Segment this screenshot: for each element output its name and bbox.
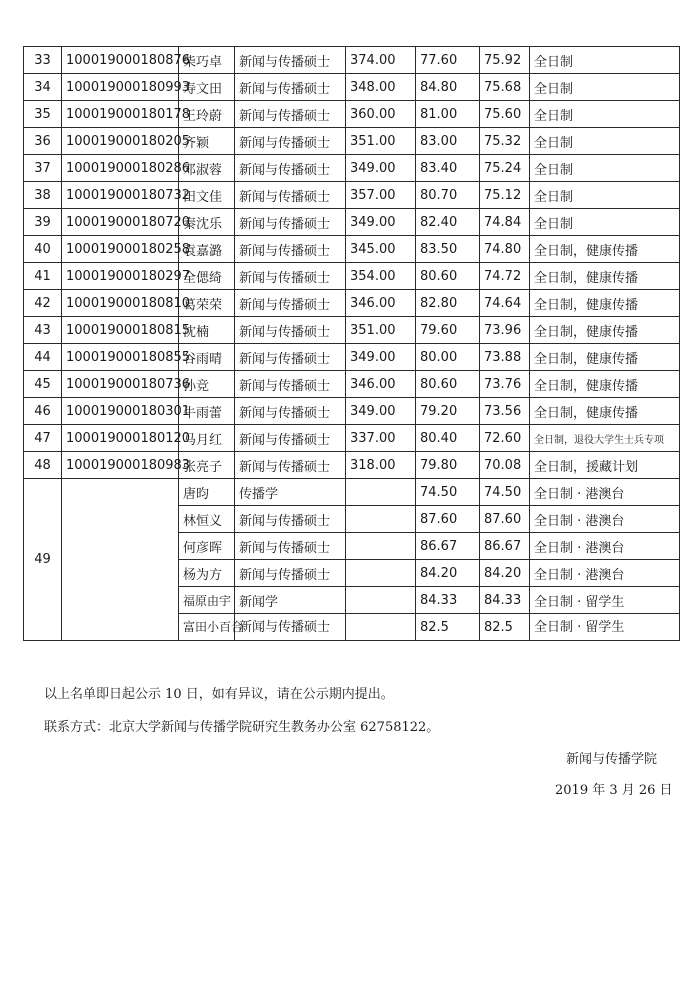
table-row <box>24 452 680 479</box>
candidate-name: 邓淑蓉 <box>179 155 235 182</box>
table-row <box>24 101 680 128</box>
candidate-name: 马月红 <box>179 425 235 452</box>
remark: 全日制 · 港澳台 <box>530 533 680 560</box>
row-index: 34 <box>24 74 62 101</box>
admission-list-table <box>23 46 680 641</box>
candidate-name: 寿文田 <box>179 74 235 101</box>
exam-id: 100019000180205 <box>62 128 179 155</box>
interview-score: 79.80 <box>416 452 480 479</box>
row-index: 45 <box>24 371 62 398</box>
remark: 全日制 <box>530 128 680 155</box>
table-row <box>24 128 680 155</box>
prelim-score: 337.00 <box>346 425 416 452</box>
interview-score: 80.60 <box>416 371 480 398</box>
remark: 全日制 · 港澳台 <box>530 560 680 587</box>
candidate-name: 福原由宇 <box>179 587 235 614</box>
prelim-score: 349.00 <box>346 398 416 425</box>
interview-score: 80.70 <box>416 182 480 209</box>
major: 新闻与传播硕士 <box>235 506 346 533</box>
interview-score: 79.20 <box>416 398 480 425</box>
exam-id: 100019000180286 <box>62 155 179 182</box>
table-row <box>24 425 680 452</box>
table-row <box>24 182 680 209</box>
major: 新闻与传播硕士 <box>235 209 346 236</box>
prelim-score: 360.00 <box>346 101 416 128</box>
major: 新闻与传播硕士 <box>235 317 346 344</box>
remark: 全日制 <box>530 74 680 101</box>
major: 新闻与传播硕士 <box>235 290 346 317</box>
table-row <box>24 263 680 290</box>
prelim-score: 374.00 <box>346 47 416 74</box>
remark: 全日制 <box>530 182 680 209</box>
interview-score: 80.00 <box>416 344 480 371</box>
candidate-name: 谷雨晴 <box>179 344 235 371</box>
exam-id: 100019000180720 <box>62 209 179 236</box>
exam-id: 100019000180810 <box>62 290 179 317</box>
major: 新闻与传播硕士 <box>235 155 346 182</box>
exam-id: 100019000180297 <box>62 263 179 290</box>
exam-id <box>62 479 179 641</box>
total-score: 84.33 <box>480 587 530 614</box>
remark: 全日制，健康传播 <box>530 290 680 317</box>
row-index: 43 <box>24 317 62 344</box>
remark: 全日制 <box>530 155 680 182</box>
remark: 全日制 <box>530 47 680 74</box>
total-score: 73.56 <box>480 398 530 425</box>
row-index: 42 <box>24 290 62 317</box>
major: 新闻学 <box>235 587 346 614</box>
interview-score: 82.80 <box>416 290 480 317</box>
candidate-name: 何彦晖 <box>179 533 235 560</box>
major: 新闻与传播硕士 <box>235 533 346 560</box>
interview-score: 80.60 <box>416 263 480 290</box>
prelim-score <box>346 587 416 614</box>
major: 新闻与传播硕士 <box>235 128 346 155</box>
interview-score: 80.40 <box>416 425 480 452</box>
major: 新闻与传播硕士 <box>235 560 346 587</box>
interview-score: 83.40 <box>416 155 480 182</box>
candidate-name: 牛雨蕾 <box>179 398 235 425</box>
table-row <box>24 344 680 371</box>
table-row <box>24 479 680 506</box>
candidate-name: 田文佳 <box>179 182 235 209</box>
major: 新闻与传播硕士 <box>235 74 346 101</box>
issuer-name: 新闻与传播学院 <box>566 752 658 767</box>
prelim-score <box>346 479 416 506</box>
exam-id: 100019000180815 <box>62 317 179 344</box>
row-index: 36 <box>24 128 62 155</box>
table-row <box>24 74 680 101</box>
interview-score: 82.40 <box>416 209 480 236</box>
interview-score: 81.00 <box>416 101 480 128</box>
exam-id: 100019000180120 <box>62 425 179 452</box>
major: 新闻与传播硕士 <box>235 452 346 479</box>
prelim-score: 346.00 <box>346 290 416 317</box>
candidate-name: 袁嘉潞 <box>179 236 235 263</box>
total-score: 75.12 <box>480 182 530 209</box>
candidate-name: 沈楠 <box>179 317 235 344</box>
major: 新闻与传播硕士 <box>235 263 346 290</box>
contact-text: 联系方式：北京大学新闻与传播学院研究生教务办公室 62758122。 <box>44 720 440 735</box>
prelim-score: 349.00 <box>346 209 416 236</box>
total-score: 75.92 <box>480 47 530 74</box>
total-score: 75.60 <box>480 101 530 128</box>
exam-id: 100019000180178 <box>62 101 179 128</box>
prelim-score <box>346 506 416 533</box>
remark: 全日制 <box>530 101 680 128</box>
row-index: 41 <box>24 263 62 290</box>
remark: 全日制，健康传播 <box>530 371 680 398</box>
remark: 全日制 · 港澳台 <box>530 479 680 506</box>
interview-score: 84.20 <box>416 560 480 587</box>
table-row <box>24 398 680 425</box>
remark: 全日制，退役大学生士兵专项 <box>530 425 680 452</box>
row-index: 33 <box>24 47 62 74</box>
row-index: 46 <box>24 398 62 425</box>
row-index: 47 <box>24 425 62 452</box>
remark: 全日制，健康传播 <box>530 344 680 371</box>
major: 新闻与传播硕士 <box>235 182 346 209</box>
interview-score: 74.50 <box>416 479 480 506</box>
remark: 全日制，健康传播 <box>530 263 680 290</box>
major: 新闻与传播硕士 <box>235 236 346 263</box>
total-score: 75.68 <box>480 74 530 101</box>
total-score: 75.24 <box>480 155 530 182</box>
total-score: 73.76 <box>480 371 530 398</box>
interview-score: 82.5 <box>416 614 480 641</box>
remark: 全日制，健康传播 <box>530 398 680 425</box>
interview-score: 83.50 <box>416 236 480 263</box>
interview-score: 77.60 <box>416 47 480 74</box>
row-index: 44 <box>24 344 62 371</box>
total-score: 74.84 <box>480 209 530 236</box>
prelim-score <box>346 614 416 641</box>
prelim-score: 357.00 <box>346 182 416 209</box>
exam-id: 100019000180258 <box>62 236 179 263</box>
issue-date: 2019 年 3 月 26 日 <box>555 783 673 798</box>
remark: 全日制 · 港澳台 <box>530 506 680 533</box>
prelim-score: 349.00 <box>346 155 416 182</box>
exam-id: 100019000180855 <box>62 344 179 371</box>
interview-score: 86.67 <box>416 533 480 560</box>
major: 新闻与传播硕士 <box>235 101 346 128</box>
prelim-score: 348.00 <box>346 74 416 101</box>
total-score: 74.50 <box>480 479 530 506</box>
table-row <box>24 317 680 344</box>
total-score: 74.80 <box>480 236 530 263</box>
row-index: 37 <box>24 155 62 182</box>
major: 新闻与传播硕士 <box>235 398 346 425</box>
major: 新闻与传播硕士 <box>235 47 346 74</box>
prelim-score: 354.00 <box>346 263 416 290</box>
major: 新闻与传播硕士 <box>235 344 346 371</box>
table-row <box>24 236 680 263</box>
prelim-score: 345.00 <box>346 236 416 263</box>
candidate-name: 全偲绮 <box>179 263 235 290</box>
row-index: 35 <box>24 101 62 128</box>
interview-score: 79.60 <box>416 317 480 344</box>
table-row <box>24 155 680 182</box>
remark: 全日制 · 留学生 <box>530 587 680 614</box>
prelim-score: 351.00 <box>346 128 416 155</box>
candidate-name: 秦沈乐 <box>179 209 235 236</box>
row-index: 48 <box>24 452 62 479</box>
table-row <box>24 209 680 236</box>
total-score: 86.67 <box>480 533 530 560</box>
remark: 全日制 · 留学生 <box>530 614 680 641</box>
exam-id: 100019000180301 <box>62 398 179 425</box>
row-index: 49 <box>24 479 62 641</box>
major: 新闻与传播硕士 <box>235 425 346 452</box>
row-index: 39 <box>24 209 62 236</box>
prelim-score: 351.00 <box>346 317 416 344</box>
major: 传播学 <box>235 479 346 506</box>
exam-id: 100019000180983 <box>62 452 179 479</box>
remark: 全日制 <box>530 209 680 236</box>
candidate-name: 柴巧卓 <box>179 47 235 74</box>
major: 新闻与传播硕士 <box>235 371 346 398</box>
interview-score: 84.33 <box>416 587 480 614</box>
prelim-score: 318.00 <box>346 452 416 479</box>
exam-id: 100019000180736 <box>62 371 179 398</box>
remark: 全日制，健康传播 <box>530 317 680 344</box>
interview-score: 84.80 <box>416 74 480 101</box>
row-index: 38 <box>24 182 62 209</box>
prelim-score <box>346 533 416 560</box>
candidate-name: 葛荣荣 <box>179 290 235 317</box>
total-score: 72.60 <box>480 425 530 452</box>
candidate-name: 杨为方 <box>179 560 235 587</box>
prelim-score: 346.00 <box>346 371 416 398</box>
total-score: 87.60 <box>480 506 530 533</box>
total-score: 74.72 <box>480 263 530 290</box>
candidate-name: 富田小百合 <box>179 614 235 641</box>
total-score: 82.5 <box>480 614 530 641</box>
table-row <box>24 371 680 398</box>
notice-text: 以上名单即日起公示 10 日，如有异议，请在公示期内提出。 <box>44 687 394 702</box>
total-score: 73.88 <box>480 344 530 371</box>
total-score: 75.32 <box>480 128 530 155</box>
total-score: 73.96 <box>480 317 530 344</box>
candidate-name: 齐颖 <box>179 128 235 155</box>
table-body <box>24 47 680 641</box>
table-row <box>24 47 680 74</box>
candidate-name: 唐昀 <box>179 479 235 506</box>
total-score: 84.20 <box>480 560 530 587</box>
exam-id: 100019000180876 <box>62 47 179 74</box>
exam-id: 100019000180732 <box>62 182 179 209</box>
candidate-name: 王玲蔚 <box>179 101 235 128</box>
interview-score: 87.60 <box>416 506 480 533</box>
row-index: 40 <box>24 236 62 263</box>
candidate-name: 孙竞 <box>179 371 235 398</box>
total-score: 70.08 <box>480 452 530 479</box>
total-score: 74.64 <box>480 290 530 317</box>
exam-id: 100019000180993 <box>62 74 179 101</box>
major: 新闻与传播硕士 <box>235 614 346 641</box>
prelim-score: 349.00 <box>346 344 416 371</box>
table-row <box>24 290 680 317</box>
candidate-name: 张亮子 <box>179 452 235 479</box>
interview-score: 83.00 <box>416 128 480 155</box>
candidate-name: 林恒义 <box>179 506 235 533</box>
remark: 全日制，援藏计划 <box>530 452 680 479</box>
remark: 全日制，健康传播 <box>530 236 680 263</box>
prelim-score <box>346 560 416 587</box>
